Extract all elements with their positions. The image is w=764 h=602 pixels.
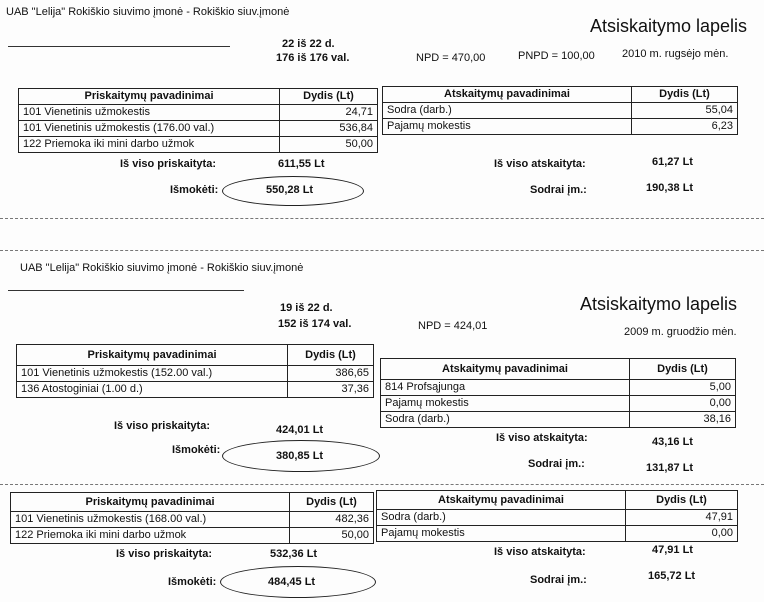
earning-name: 101 Vienetinis užmokestis: [19, 105, 280, 121]
pay-label: Išmokėti:: [168, 576, 217, 588]
slip-title: Atsiskaitymo lapelis: [590, 16, 748, 36]
earning-amount: 50,00: [280, 137, 378, 153]
table-row: [383, 103, 738, 119]
deduction-name: Sodra (darb.): [377, 510, 626, 526]
deduction-amount: 6,23: [632, 119, 738, 135]
table-row: [19, 137, 378, 153]
earning-amount: 37,36: [288, 382, 374, 398]
table-row: [17, 366, 374, 382]
earning-name: 101 Vienetinis užmokestis (176.00 val.): [19, 121, 280, 137]
signature-line: [8, 46, 230, 47]
deduction-amount: 55,04: [632, 103, 738, 119]
deduction-name: Pajamų mokestis: [381, 396, 630, 412]
slip-title: Atsiskaitymo lapelis: [580, 294, 738, 314]
earning-amount: 482,36: [290, 512, 374, 528]
deduction-name: Sodra (darb.): [381, 412, 630, 428]
earnings-table: [16, 344, 374, 398]
sodra-amount: 190,38 Lt: [646, 182, 694, 194]
table-row: [381, 412, 736, 428]
earnings-table: [10, 492, 374, 544]
sodra-amount: 131,87 Lt: [646, 462, 694, 474]
table-row: [19, 105, 378, 121]
table-row: [377, 510, 738, 526]
pay-amount: 484,45 Lt: [268, 576, 316, 588]
column-header: Dydis (Lt): [288, 345, 374, 366]
hours-worked: 152 iš 174 val.: [278, 318, 352, 330]
sodra-label: Sodrai įm.:: [530, 184, 587, 196]
deduction-amount: 0,00: [630, 396, 736, 412]
pay-amount: 550,28 Lt: [266, 184, 314, 196]
company-name: UAB "Lelija" Rokiškio siuvimo įmonė - Rokiškio siuv.įmonė: [6, 6, 290, 18]
table-header: [11, 493, 374, 512]
deductions-table: [382, 86, 738, 135]
table-row: [11, 528, 374, 544]
deductions-table: [376, 490, 738, 542]
period: 2009 m. gruodžio mėn.: [624, 326, 737, 338]
column-header: Priskaitymų pavadinimai: [11, 493, 290, 512]
table-header: [19, 89, 378, 105]
table-row: [381, 396, 736, 412]
table-row: [377, 526, 738, 542]
days-worked: 22 iš 22 d.: [282, 38, 335, 50]
cut-line: [0, 250, 764, 251]
total-deducted: 61,27 Lt: [652, 156, 693, 168]
earning-name: 101 Vienetinis užmokestis (168.00 val.): [11, 512, 290, 528]
total-earned-label: Iš viso priskaityta:: [116, 548, 212, 560]
table-header: [377, 491, 738, 510]
deduction-amount: 38,16: [630, 412, 736, 428]
cut-line: [0, 484, 764, 485]
total-deducted-label: Iš viso atskaityta:: [494, 158, 586, 170]
table-header: [381, 359, 736, 380]
earning-amount: 24,71: [280, 105, 378, 121]
deduction-name: 814 Profsąjunga: [381, 380, 630, 396]
cut-line: [0, 218, 764, 219]
sodra-label: Sodrai įm.:: [528, 458, 585, 470]
total-deducted-label: Iš viso atskaityta:: [496, 432, 588, 444]
column-header: Atskaitymų pavadinimai: [377, 491, 626, 510]
earning-amount: 386,65: [288, 366, 374, 382]
total-earned: 611,55 Lt: [278, 158, 325, 170]
column-header: Dydis (Lt): [632, 87, 738, 103]
earning-name: 136 Atostoginiai (1.00 d.): [17, 382, 288, 398]
npd-value: NPD = 470,00: [416, 52, 486, 64]
column-header: Priskaitymų pavadinimai: [19, 89, 280, 105]
column-header: Dydis (Lt): [630, 359, 736, 380]
deduction-name: Pajamų mokestis: [383, 119, 632, 135]
total-earned: 424,01 Lt: [276, 424, 324, 436]
total-deducted: 43,16 Lt: [652, 436, 693, 448]
deduction-amount: 5,00: [630, 380, 736, 396]
pnpd-value: PNPD = 100,00: [518, 50, 595, 62]
total-earned-label: Iš viso priskaityta:: [114, 420, 210, 432]
sodra-label: Sodrai įm.:: [530, 574, 587, 586]
column-header: Dydis (Lt): [626, 491, 738, 510]
deduction-amount: 0,00: [626, 526, 738, 542]
table-row: [11, 512, 374, 528]
total-deducted: 47,91 Lt: [652, 544, 693, 556]
table-row: [19, 121, 378, 137]
earnings-table: [18, 88, 378, 153]
pay-label: Išmokėti:: [170, 184, 219, 196]
pay-label: Išmokėti:: [172, 444, 221, 456]
deduction-amount: 47,91: [626, 510, 738, 526]
column-header: Dydis (Lt): [280, 89, 378, 105]
column-header: Atskaitymų pavadinimai: [381, 359, 630, 380]
total-earned-label: Iš viso priskaityta:: [120, 158, 216, 170]
sodra-amount: 165,72 Lt: [648, 570, 696, 582]
earning-name: 122 Priemoka iki mini darbo užmok: [19, 137, 280, 153]
column-header: Dydis (Lt): [290, 493, 374, 512]
deductions-table: [380, 358, 736, 428]
company-name: UAB "Lelija" Rokiškio siuvimo įmonė - Rokiškio siuv.įmonė: [20, 262, 304, 274]
total-deducted-label: Iš viso atskaityta:: [494, 546, 586, 558]
table-row: [17, 382, 374, 398]
table-header: [17, 345, 374, 366]
earning-name: 122 Priemoka iki mini darbo užmok: [11, 528, 290, 544]
days-worked: 19 iš 22 d.: [280, 302, 333, 314]
earning-name: 101 Vienetinis užmokestis (152.00 val.): [17, 366, 288, 382]
column-header: Atskaitymų pavadinimai: [383, 87, 632, 103]
period: 2010 m. rugsėjo mėn.: [622, 48, 729, 60]
deduction-name: Pajamų mokestis: [377, 526, 626, 542]
earning-amount: 536,84: [280, 121, 378, 137]
total-earned: 532,36 Lt: [270, 548, 318, 560]
signature-line: [8, 290, 244, 291]
column-header: Priskaitymų pavadinimai: [17, 345, 288, 366]
table-row: [381, 380, 736, 396]
deduction-name: Sodra (darb.): [383, 103, 632, 119]
pay-amount: 380,85 Lt: [276, 450, 324, 462]
table-header: [383, 87, 738, 103]
earning-amount: 50,00: [290, 528, 374, 544]
npd-value: NPD = 424,01: [418, 320, 488, 332]
hours-worked: 176 iš 176 val.: [276, 52, 350, 64]
table-row: [383, 119, 738, 135]
